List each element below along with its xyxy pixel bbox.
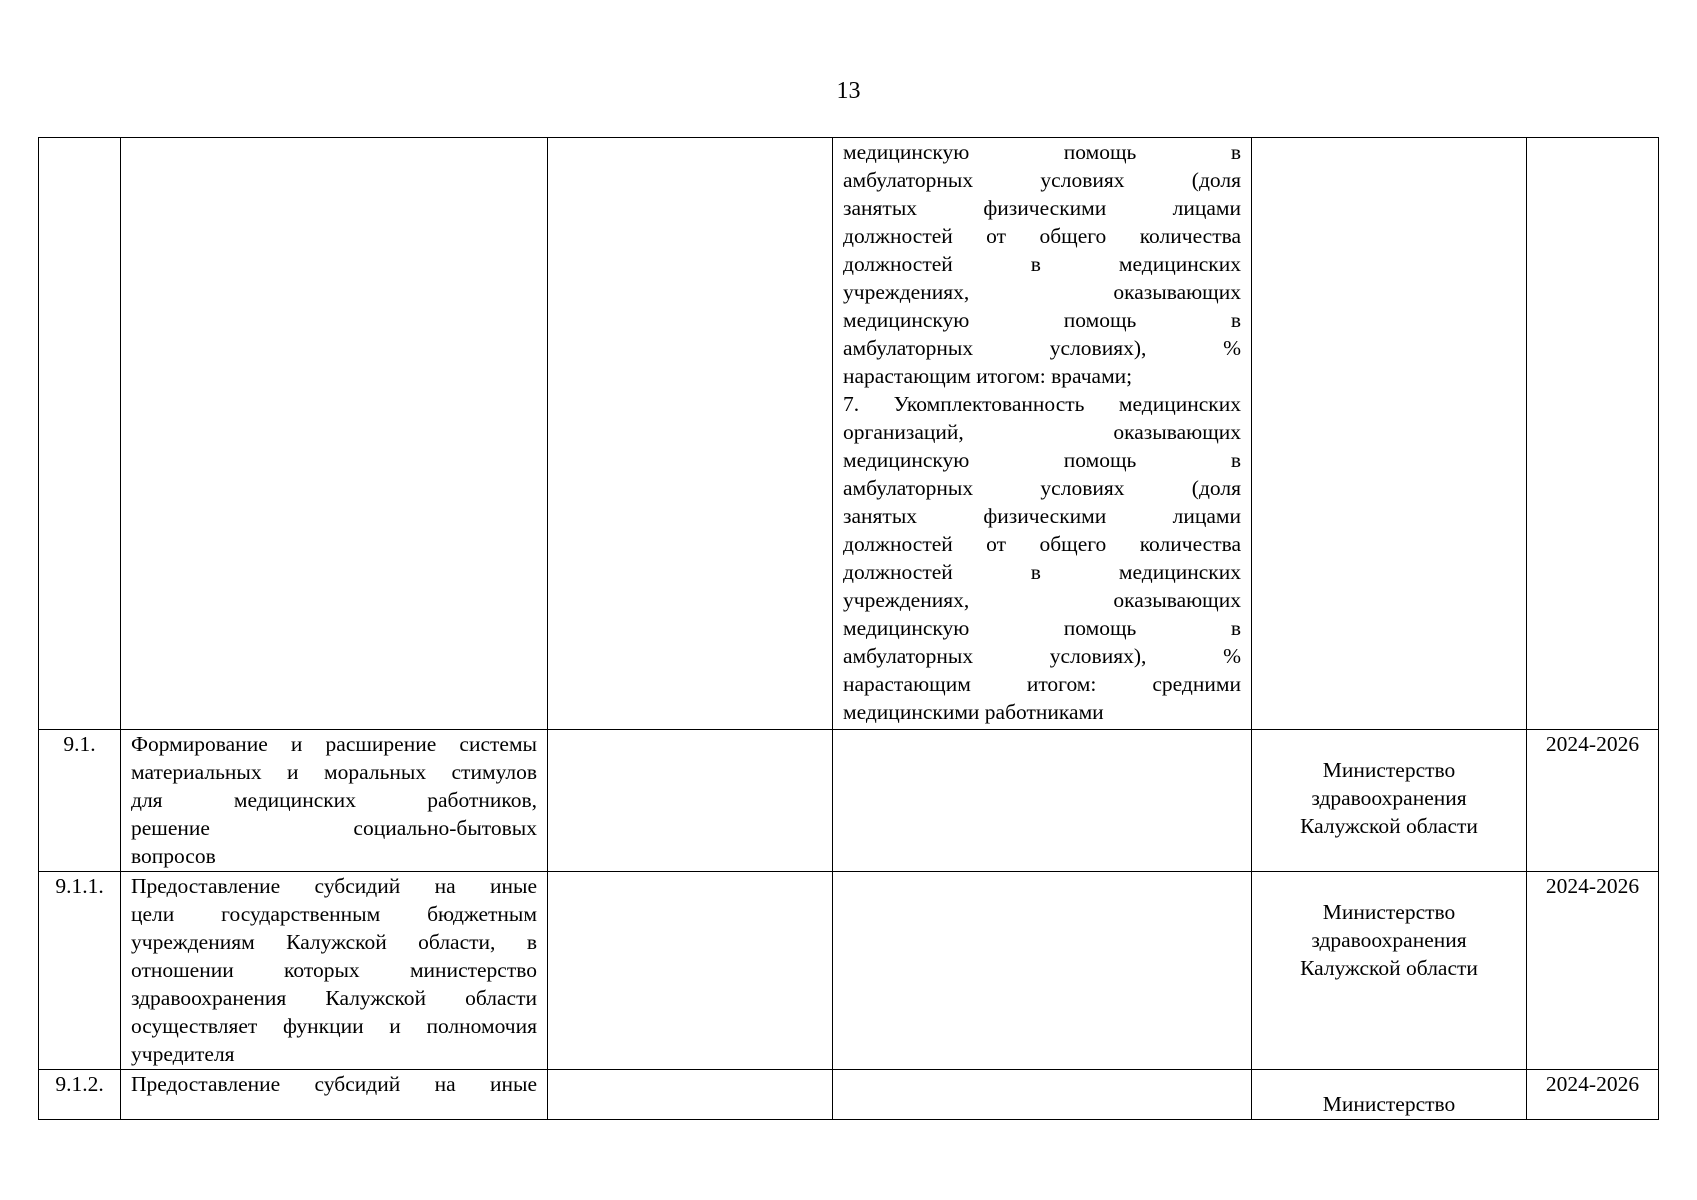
table-row-continuation	[39, 138, 1659, 730]
cell-title	[121, 138, 548, 730]
row-title-line: материальных и моральных стимулов	[131, 760, 537, 784]
cell-empty	[833, 1070, 1252, 1120]
row-title-line: Предоставление субсидий на иные	[131, 1072, 537, 1096]
cell-empty	[548, 138, 833, 730]
indicator-line: занятых физическими лицами	[843, 504, 1241, 528]
row-period: 2024-2026	[1527, 872, 1659, 1070]
row-title	[121, 1070, 548, 1120]
indicator-line: учреждениях, оказывающих	[843, 588, 1241, 612]
row-responsible	[1252, 872, 1527, 1070]
responsible-line: Министерство	[1322, 758, 1456, 782]
row-title-line: здравоохранения Калужской области	[131, 986, 537, 1010]
indicator-line: должностей в медицинских	[843, 252, 1241, 276]
indicator-line: должностей в медицинских	[843, 560, 1241, 584]
row-number: 9.1.2.	[39, 1070, 121, 1120]
cell-empty	[548, 730, 833, 872]
cell-empty	[548, 872, 833, 1070]
row-number: 9.1.	[39, 730, 121, 872]
table-row	[39, 872, 1659, 1070]
indicator-line: нарастающим итогом: средними	[843, 672, 1241, 696]
row-title	[121, 872, 548, 1070]
table-row	[39, 1070, 1659, 1120]
cell-indicators	[833, 138, 1252, 730]
indicator-line: амбулаторных условиях), %	[843, 336, 1241, 360]
row-number: 9.1.1.	[39, 872, 121, 1070]
row-title-line: отношении которых министерство	[131, 958, 537, 982]
indicator-line: должностей от общего количества	[843, 224, 1241, 248]
indicator-line: организаций, оказывающих	[843, 420, 1241, 444]
cell-number	[39, 138, 121, 730]
indicator-line: занятых физическими лицами	[843, 196, 1241, 220]
row-responsible	[1252, 1070, 1527, 1120]
row-title-line: решение социально-бытовых	[131, 816, 537, 840]
responsible-line: Калужской области	[1300, 956, 1478, 980]
indicator-line: медицинскую помощь в	[843, 308, 1241, 332]
indicator-line: 7. Укомплектованность медицинских	[843, 392, 1241, 416]
cell-empty	[833, 730, 1252, 872]
row-title-line: вопросов	[131, 844, 216, 868]
row-title-line: для медицинских работников,	[131, 788, 537, 812]
row-title-line: Формирование и расширение системы	[131, 732, 537, 756]
indicator-line: медицинскими работниками	[843, 700, 1104, 724]
row-title	[121, 730, 548, 872]
responsible-line: здравоохранения	[1311, 928, 1467, 952]
measures-table	[38, 137, 1659, 1120]
indicator-line: должностей от общего количества	[843, 532, 1241, 556]
row-title-line: учредителя	[131, 1042, 235, 1066]
cell-responsible	[1252, 138, 1527, 730]
cell-empty	[833, 872, 1252, 1070]
row-responsible	[1252, 730, 1527, 872]
cell-period	[1527, 138, 1659, 730]
indicator-line: амбулаторных условиях (доля	[843, 476, 1241, 500]
indicator-line: амбулаторных условиях), %	[843, 644, 1241, 668]
indicator-line: медицинскую помощь в	[843, 140, 1241, 164]
responsible-line: здравоохранения	[1311, 786, 1467, 810]
indicator-line: медицинскую помощь в	[843, 448, 1241, 472]
row-title-line: осуществляет функции и полномочия	[131, 1014, 537, 1038]
row-title-line: учреждениям Калужской области, в	[131, 930, 537, 954]
responsible-line: Министерство	[1322, 900, 1456, 924]
indicator-line: учреждениях, оказывающих	[843, 280, 1241, 304]
indicator-line: амбулаторных условиях (доля	[843, 168, 1241, 192]
responsible-line: Калужской области	[1300, 814, 1478, 838]
indicator-line: медицинскую помощь в	[843, 616, 1241, 640]
row-period: 2024-2026	[1527, 1070, 1659, 1120]
row-title-line: Предоставление субсидий на иные	[131, 874, 537, 898]
responsible-line: Министерство	[1322, 1092, 1456, 1116]
table-row	[39, 730, 1659, 872]
indicator-line: нарастающим итогом: врачами;	[843, 364, 1133, 388]
page-number: 13	[836, 78, 861, 104]
row-period: 2024-2026	[1527, 730, 1659, 872]
cell-empty	[548, 1070, 833, 1120]
row-title-line: цели государственным бюджетным	[131, 902, 537, 926]
